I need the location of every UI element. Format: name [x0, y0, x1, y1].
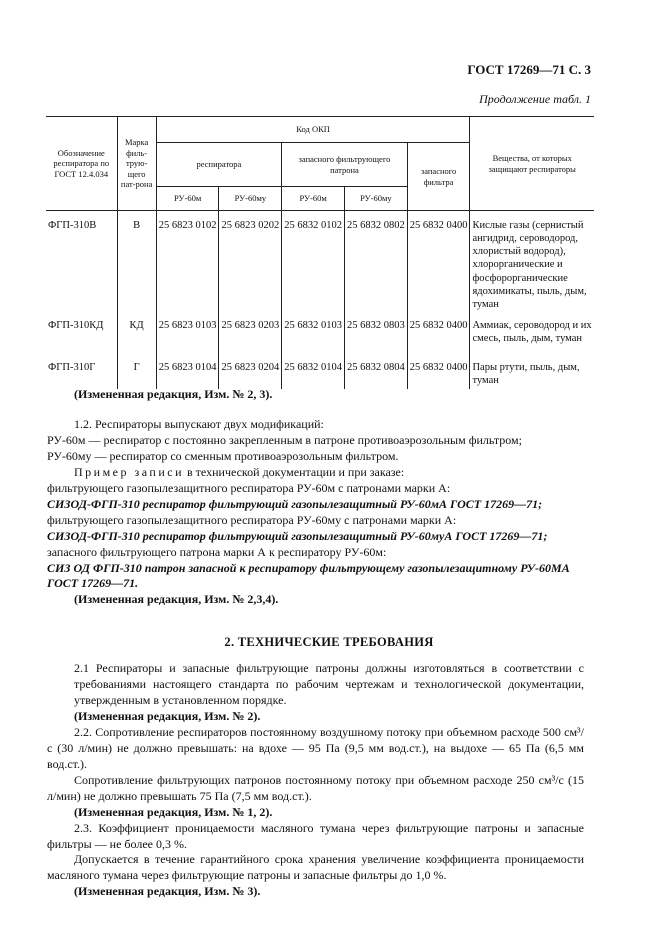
example-line: запасного фильтрующего патрона марки А к респиратору РУ-60м:: [47, 544, 387, 559]
header-mark: Марка филь-трую-щего пат-рона: [117, 117, 156, 211]
row-code: 25 6832 0802: [344, 211, 407, 313]
header-respirator: респиратора: [156, 143, 282, 187]
header-ru60m-2: РУ-60м: [282, 187, 345, 211]
row-code: 25 6832 0400: [407, 211, 470, 313]
header-okp: Код ОКП: [156, 117, 470, 143]
example-heading: Пример записи в технической документации и при заказе:: [74, 464, 405, 479]
row-code: 25 6823 0104: [156, 347, 219, 389]
row-code: 25 6832 0102: [282, 211, 345, 313]
row-code: 25 6832 0804: [344, 347, 407, 389]
row-code: 25 6823 0203: [219, 313, 282, 347]
row-substances: Пары ртути, пыль, дым, туман: [470, 347, 594, 389]
row-mark: В: [117, 211, 156, 313]
row-code: 25 6832 0400: [407, 313, 470, 347]
header-substances: Вещества, от которых защищают респираторы: [470, 117, 594, 211]
page-header: ГОСТ 17269—71 С. 3: [467, 62, 591, 77]
amendment-note: (Измененная редакция, Изм. № 1, 2).: [74, 804, 273, 819]
modification-ru60m: РУ-60м — респиратор с постоянно закрепленным в патроне противоаэрозольным фильтром;: [47, 432, 522, 447]
header-filter: запасного фильтра: [407, 143, 470, 211]
table-row: [46, 211, 594, 313]
row-mark: Г: [117, 347, 156, 389]
header-cartridge: запасного фильтрующего патрона: [282, 143, 408, 187]
amendment-note: (Измененная редакция, Изм. № 2, 3).: [74, 387, 273, 401]
document-body: [47, 387, 584, 900]
header-ru60m-1: РУ-60м: [156, 187, 219, 211]
amendment-note: (Измененная редакция, Изм. № 3).: [74, 884, 261, 899]
okp-table: [46, 116, 594, 389]
table-row: [46, 347, 594, 389]
header-ru60mu-1: РУ-60му: [219, 187, 282, 211]
table-row: [46, 313, 594, 347]
amendment-note: (Измененная редакция, Изм. № 2).: [74, 708, 261, 723]
modification-ru60mu: РУ-60му — респиратор со сменным противоаэрозольным фильтром.: [47, 448, 399, 463]
paragraph-2-2b: Сопротивление фильтрующих патронов постоянному потоку при объемном расходе 250 см³/с (15 л/мин) не должно превышать 75 Па (7,5 мм вод.ст.).: [47, 772, 584, 803]
paragraph-2-3: 2.3. Коэффициент проницаемости масляного тумана через фильтрующие патроны и запасные фильтры — не более 0,3 %.: [47, 820, 584, 851]
paragraph-2-2: 2.2. Сопротивление респираторов постоянному воздушному потоку при объемном расходе 500 см³/с (30 л/мин) не должно превышать: на вдохе — 95 Па (9,5 мм вод.ст.), на выдохе — 65 Па (6,5 мм вод.ст.).: [47, 724, 584, 771]
row-code: 25 6832 0103: [282, 313, 345, 347]
row-substances: Аммиак, сероводород и их смесь, пыль, дым, туман: [470, 313, 594, 347]
paragraph-1-2: 1.2. Респираторы выпускают двух модификаций:: [74, 416, 324, 431]
paragraph-2-3b: Допускается в течение гарантийного срока хранения увеличение коэффициента проницаемости масляного тумана через фильтрующие патроны и запасные фильтры до 1,0 %.: [47, 852, 584, 883]
row-designation: ФГП-310В: [48, 220, 97, 231]
row-mark: КД: [117, 313, 156, 347]
paragraph-2-1: 2.1 Респираторы и запасные фильтрующие патроны должны изготовляться в соответствии с требованиями настоящего стандарта по рабочим чертежам и технологической документации, утвержденным в установленном порядке.: [74, 661, 584, 707]
example-line: фильтрующего газопылезащитного респиратора РУ-60му с патронами марки А:: [47, 512, 457, 527]
section-title: 2. ТЕХНИЧЕСКИЕ ТРЕБОВАНИЯ: [224, 635, 434, 650]
row-code: 25 6823 0202: [219, 211, 282, 313]
row-code: 25 6823 0102: [156, 211, 219, 313]
amendment-note: (Измененная редакция, Изм. № 2,3,4).: [74, 592, 279, 607]
header-designation: Обозначение респиратора по ГОСТ 12.4.034: [46, 117, 117, 211]
row-code: 25 6832 0803: [344, 313, 407, 347]
example-designation: СИЗОД-ФГП-310 респиратор фильтрующий газопылезащитный РУ-60муА ГОСТ 17269—71;: [47, 528, 548, 543]
row-designation: ФГП-310КД: [48, 319, 104, 331]
table-continuation-note: Продолжение табл. 1: [479, 92, 591, 106]
row-code: 25 6823 0204: [219, 347, 282, 389]
row-designation: ФГП-310Г: [48, 362, 96, 374]
example-line: фильтрующего газопылезащитного респиратора РУ-60м с патронами марки А:: [47, 480, 451, 495]
example-designation: СИЗОД-ФГП-310 респиратор фильтрующий газопылезащитный РУ-60мА ГОСТ 17269—71;: [47, 496, 543, 511]
example-designation: СИЗ ОД ФГП-310 патрон запасной к респиратору фильтрующему газопылезащитному РУ-60МА ГОСТ 17269—71.: [47, 560, 570, 591]
header-ru60mu-2: РУ-60му: [344, 187, 407, 211]
row-code: 25 6832 0400: [407, 347, 470, 389]
row-code: 25 6823 0103: [156, 313, 219, 347]
row-code: 25 6832 0104: [282, 347, 345, 389]
row-substances: Кислые газы (сернистый ангидрид, сероводород, хлористый водород), хлорорганические и фосфорорганические ядохимикаты, пыль, дым, туман: [470, 211, 594, 313]
